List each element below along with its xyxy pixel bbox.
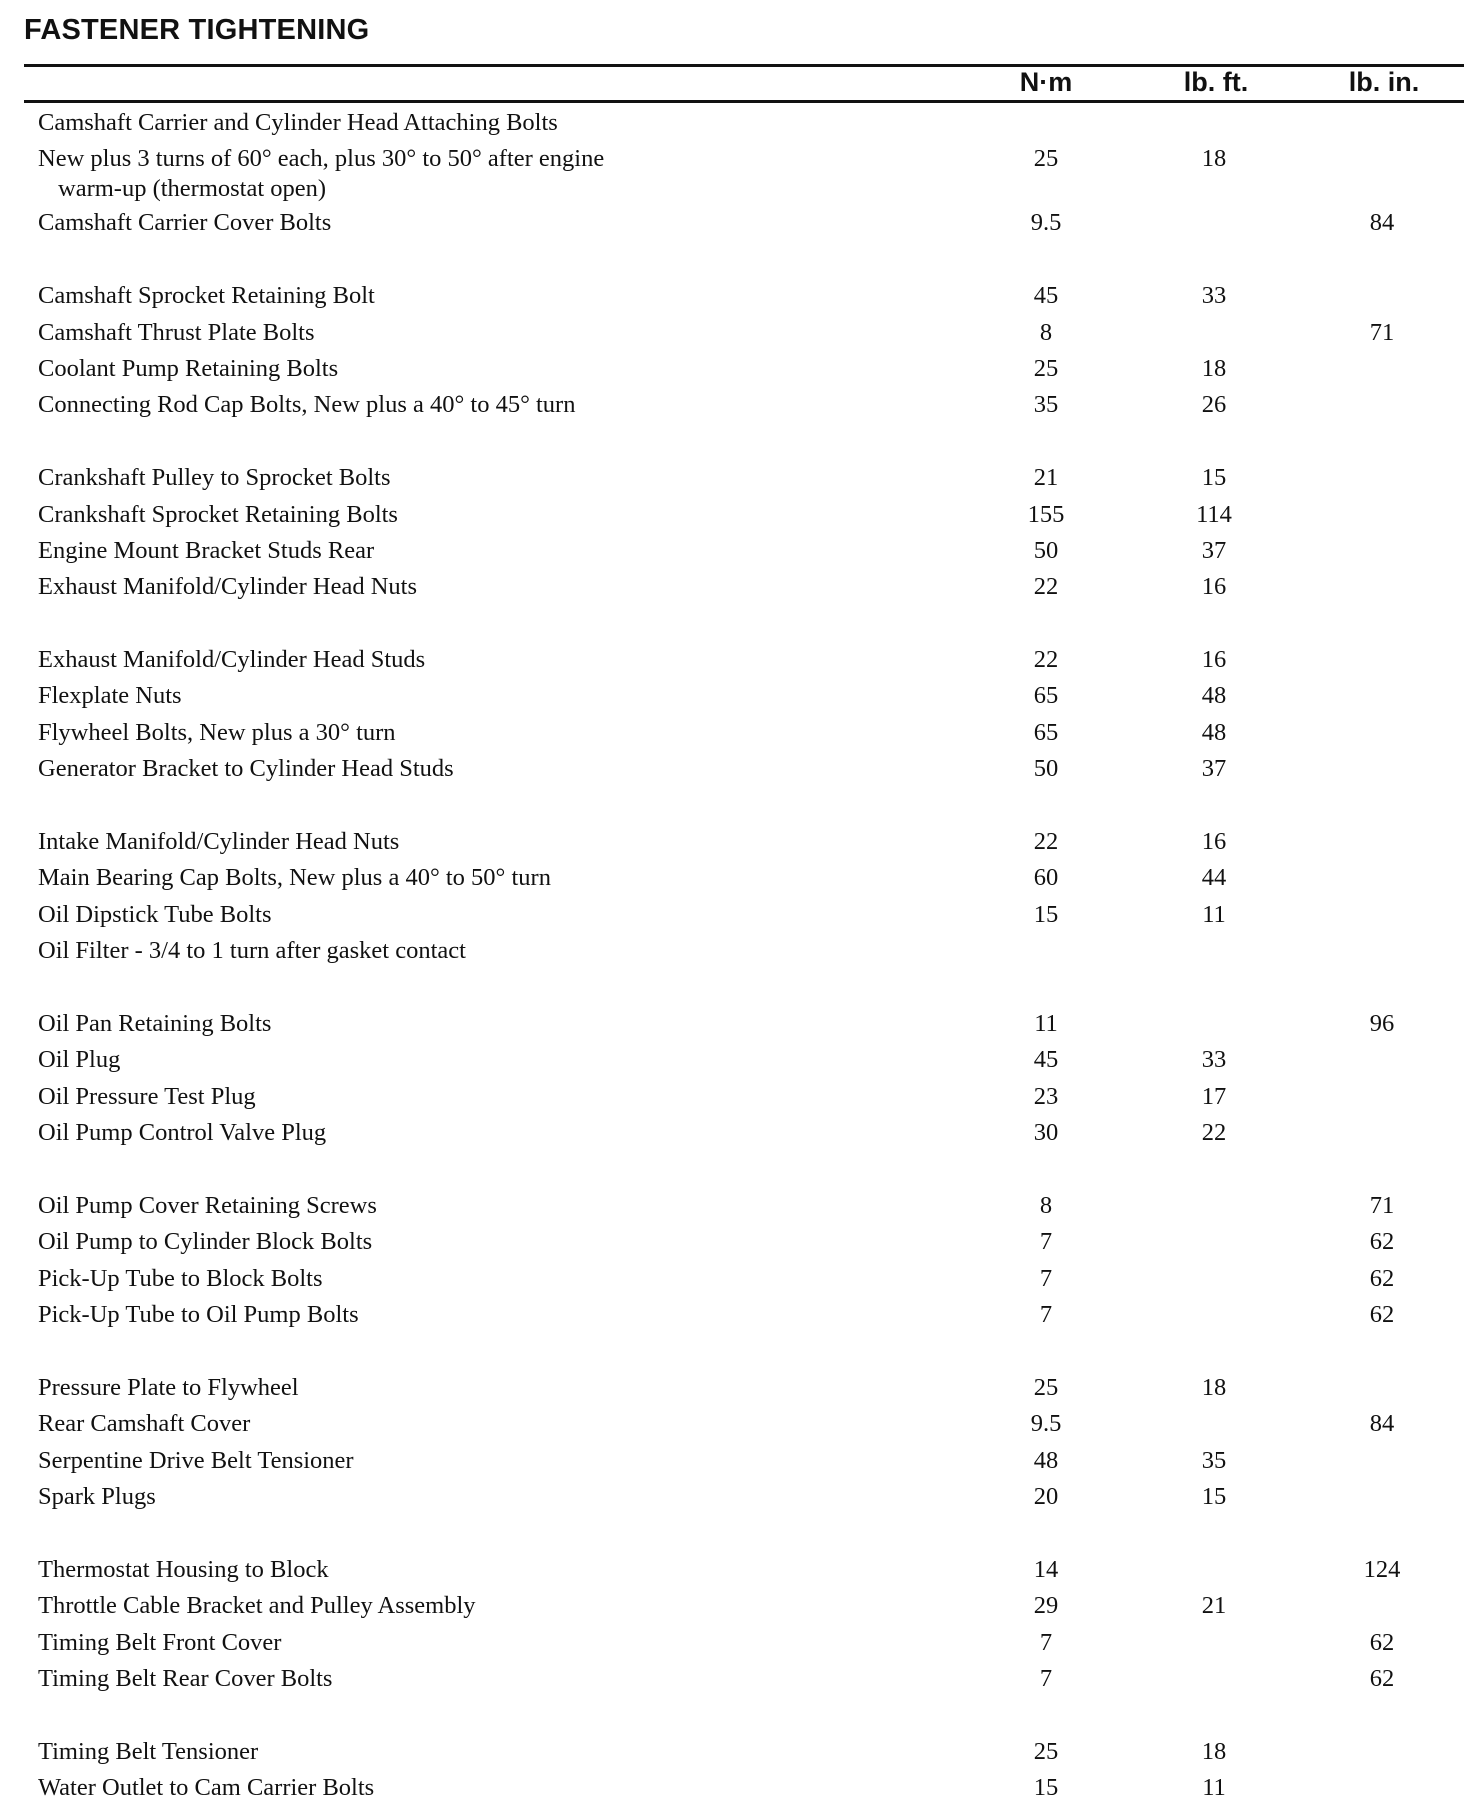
row-spacer [0, 243, 1472, 279]
fastener-description [38, 1628, 818, 1658]
table-row [0, 1189, 1472, 1225]
description-text: Oil Plug [38, 1046, 121, 1074]
description-text: Pressure Plate to Flywheel [38, 1373, 299, 1401]
value-nm: 25 [1033, 145, 1059, 173]
table-row [0, 1589, 1472, 1625]
value-lb-in: 124 [1363, 1555, 1401, 1583]
fastener-description [38, 863, 818, 893]
page-title: FASTENER TIGHTENING [24, 14, 370, 46]
description-text: Oil Pressure Test Plug [38, 1082, 256, 1110]
description-text: Connecting Rod Cap Bolts, New plus a 40° to 45° turn [38, 391, 576, 419]
description-text: Throttle Cable Bracket and Pulley Assembly [38, 1592, 476, 1620]
value-lb-ft: 48 [1201, 718, 1227, 746]
value-lb-ft: 16 [1201, 646, 1227, 674]
fastener-description [38, 827, 818, 857]
value-nm: 9.5 [1030, 1410, 1062, 1438]
table-row [0, 388, 1472, 424]
table-row [0, 1080, 1472, 1116]
table-row [0, 570, 1472, 606]
value-nm: 45 [1033, 1046, 1059, 1074]
description-text: Oil Pump Cover Retaining Screws [38, 1191, 377, 1219]
description-text: Flywheel Bolts, New plus a 30° turn [38, 718, 396, 746]
row-spacer [0, 971, 1472, 1007]
value-lb-in: 96 [1369, 1009, 1395, 1037]
value-lb-ft: 37 [1201, 536, 1227, 564]
value-nm: 22 [1033, 828, 1059, 856]
description-text: Oil Pump Control Valve Plug [38, 1119, 327, 1147]
value-lb-ft: 26 [1201, 391, 1227, 419]
value-lb-ft: 33 [1201, 282, 1227, 310]
value-lb-ft: 18 [1201, 145, 1227, 173]
fastener-description [38, 754, 818, 784]
fastener-description [38, 1191, 818, 1221]
description-text: New plus 3 turns of 60° each, plus 30° to 50° after engine [38, 145, 605, 173]
fastener-description [38, 536, 818, 566]
table-row [0, 1298, 1472, 1334]
value-lb-in: 62 [1369, 1665, 1395, 1693]
description-text: Engine Mount Bracket Studs Rear [38, 536, 375, 564]
value-nm: 20 [1033, 1483, 1059, 1511]
value-nm: 25 [1033, 1373, 1059, 1401]
value-nm: 30 [1033, 1119, 1059, 1147]
value-nm: 15 [1033, 1774, 1059, 1802]
fastener-description [38, 1737, 818, 1767]
table-row [0, 861, 1472, 897]
value-nm: 65 [1033, 718, 1059, 746]
row-spacer [0, 789, 1472, 825]
value-nm: 29 [1033, 1592, 1059, 1620]
fastener-description [38, 572, 818, 602]
value-nm: 7 [1039, 1628, 1053, 1656]
table-row [0, 1553, 1472, 1589]
description-text: Rear Camshaft Cover [38, 1410, 251, 1438]
row-spacer [0, 1516, 1472, 1552]
description-text: Water Outlet to Cam Carrier Bolts [38, 1774, 375, 1802]
description-text: Timing Belt Front Cover [38, 1628, 282, 1656]
description-text: Crankshaft Sprocket Retaining Bolts [38, 500, 398, 528]
description-text: Camshaft Carrier and Cylinder Head Attaching Bolts [38, 109, 558, 136]
fastener-description [38, 354, 818, 384]
description-text: Camshaft Sprocket Retaining Bolt [38, 282, 375, 310]
value-lb-ft: 11 [1202, 900, 1226, 928]
fastener-description [38, 681, 818, 711]
value-lb-ft: 16 [1201, 828, 1227, 856]
value-nm: 14 [1033, 1555, 1059, 1583]
table-row [0, 934, 1472, 970]
table-row [0, 1225, 1472, 1261]
table-row [0, 1480, 1472, 1516]
fastener-description [38, 1373, 818, 1403]
fastener-description [38, 645, 818, 675]
fastener-description [38, 1409, 818, 1439]
description-text: Camshaft Thrust Plate Bolts [38, 318, 315, 346]
table-row [0, 106, 1472, 142]
value-nm: 15 [1033, 900, 1059, 928]
value-nm: 65 [1033, 682, 1059, 710]
table-row [0, 1043, 1472, 1079]
fastener-description [38, 390, 818, 420]
value-lb-ft: 22 [1201, 1119, 1227, 1147]
description-text: Timing Belt Rear Cover Bolts [38, 1665, 333, 1693]
description-text: Exhaust Manifold/Cylinder Head Nuts [38, 573, 418, 601]
value-nm: 8 [1039, 318, 1053, 346]
table-row [0, 752, 1472, 788]
value-lb-in: 62 [1369, 1301, 1395, 1329]
table-row [0, 534, 1472, 570]
value-lb-ft: 17 [1201, 1082, 1227, 1110]
table-row [0, 142, 1472, 206]
table-row [0, 898, 1472, 934]
row-spacer [0, 425, 1472, 461]
fastener-description [38, 281, 818, 311]
table-row [0, 206, 1472, 242]
value-nm: 50 [1033, 536, 1059, 564]
value-lb-in: 84 [1369, 209, 1395, 237]
table-row [0, 352, 1472, 388]
description-text: Timing Belt Tensioner [38, 1737, 259, 1765]
fastener-description [38, 1664, 818, 1694]
description-text: Exhaust Manifold/Cylinder Head Studs [38, 646, 426, 674]
table-row [0, 679, 1472, 715]
header-lb-ft: lb. ft. [1183, 67, 1249, 97]
value-nm: 45 [1033, 282, 1059, 310]
table-row [0, 716, 1472, 752]
value-nm: 8 [1039, 1191, 1053, 1219]
description-text: Thermostat Housing to Block [38, 1555, 329, 1583]
value-nm: 7 [1039, 1228, 1053, 1256]
fastener-description [38, 1264, 818, 1294]
value-lb-ft: 15 [1201, 464, 1227, 492]
fastener-description [38, 900, 818, 930]
value-nm: 60 [1033, 864, 1059, 892]
value-nm: 50 [1033, 755, 1059, 783]
row-spacer [0, 1335, 1472, 1371]
value-lb-ft: 11 [1202, 1774, 1226, 1802]
value-nm: 11 [1034, 1009, 1058, 1037]
fastener-description [38, 108, 818, 138]
value-nm: 22 [1033, 573, 1059, 601]
value-nm: 48 [1033, 1446, 1059, 1474]
fastener-description [38, 1118, 818, 1148]
fastener-description [38, 1082, 818, 1112]
fastener-description [38, 1300, 818, 1330]
value-nm: 7 [1039, 1301, 1053, 1329]
fastener-description [38, 1482, 818, 1512]
value-lb-ft: 16 [1201, 573, 1227, 601]
table-row [0, 1444, 1472, 1480]
value-nm: 9.5 [1030, 209, 1062, 237]
table-row [0, 643, 1472, 679]
table-row [0, 1262, 1472, 1298]
value-nm: 7 [1039, 1264, 1053, 1292]
table-row [0, 461, 1472, 497]
description-text: Oil Dipstick Tube Bolts [38, 900, 272, 928]
description-text: Pick-Up Tube to Block Bolts [38, 1264, 323, 1292]
row-spacer [0, 1698, 1472, 1734]
row-spacer [0, 607, 1472, 643]
table-row [0, 1007, 1472, 1043]
value-lb-ft: 18 [1201, 1373, 1227, 1401]
description-text: Crankshaft Pulley to Sprocket Bolts [38, 464, 391, 492]
header-lb-in: lb. in. [1348, 67, 1420, 97]
value-nm: 23 [1033, 1082, 1059, 1110]
value-lb-in: 62 [1369, 1628, 1395, 1656]
description-text: Main Bearing Cap Bolts, New plus a 40° to 50° turn [38, 864, 551, 892]
value-lb-in: 84 [1369, 1410, 1395, 1438]
fastener-description [38, 1555, 818, 1585]
description-text: Flexplate Nuts [38, 682, 182, 710]
table-row [0, 316, 1472, 352]
fastener-description [38, 318, 818, 348]
fastener-description [38, 463, 818, 493]
fastener-description [38, 1045, 818, 1075]
fastener-description [38, 1591, 818, 1621]
table-row [0, 1662, 1472, 1698]
description-text: Intake Manifold/Cylinder Head Nuts [38, 828, 400, 856]
description-text: Camshaft Carrier Cover Bolts [38, 209, 332, 237]
description-text: Oil Pump to Cylinder Block Bolts [38, 1228, 373, 1256]
description-continuation: warm-up (thermostat open) [58, 175, 327, 203]
value-nm: 155 [1027, 500, 1065, 528]
value-lb-ft: 18 [1201, 354, 1227, 382]
fastener-description [38, 1773, 818, 1803]
fastener-description [38, 500, 818, 530]
value-lb-ft: 33 [1201, 1046, 1227, 1074]
value-lb-ft: 15 [1201, 1483, 1227, 1511]
fastener-description [38, 208, 818, 238]
value-lb-ft: 114 [1196, 500, 1232, 528]
description-text: Spark Plugs [38, 1483, 156, 1511]
value-nm: 25 [1033, 354, 1059, 382]
value-lb-ft: 21 [1201, 1592, 1227, 1620]
table-row [0, 279, 1472, 315]
table-row [0, 825, 1472, 861]
value-nm: 7 [1039, 1665, 1053, 1693]
table-row [0, 498, 1472, 534]
value-lb-in: 62 [1369, 1228, 1395, 1256]
value-lb-in: 71 [1369, 1191, 1395, 1219]
torque-table [0, 106, 1472, 1808]
table-row [0, 1771, 1472, 1807]
fastener-description [38, 144, 818, 204]
fastener-description [38, 718, 818, 748]
value-lb-in: 62 [1369, 1264, 1395, 1292]
description-text: Coolant Pump Retaining Bolts [38, 354, 339, 382]
value-nm: 21 [1033, 464, 1059, 492]
value-lb-ft: 18 [1201, 1737, 1227, 1765]
table-row [0, 1626, 1472, 1662]
table-row [0, 1735, 1472, 1771]
value-lb-ft: 35 [1201, 1446, 1227, 1474]
description-text: Pick-Up Tube to Oil Pump Bolts [38, 1301, 359, 1329]
description-text: Oil Pan Retaining Bolts [38, 1009, 272, 1037]
fastener-description [38, 1227, 818, 1257]
value-lb-ft: 44 [1201, 864, 1227, 892]
fastener-description [38, 936, 818, 966]
row-spacer [0, 1153, 1472, 1189]
table-row [0, 1371, 1472, 1407]
header-rule [24, 100, 1464, 103]
value-nm: 35 [1033, 391, 1059, 419]
fastener-description [38, 1009, 818, 1039]
value-lb-ft: 48 [1201, 682, 1227, 710]
value-lb-ft: 37 [1201, 755, 1227, 783]
value-nm: 22 [1033, 646, 1059, 674]
description-text: Oil Filter - 3/4 to 1 turn after gasket contact [38, 937, 466, 965]
description-text: Generator Bracket to Cylinder Head Studs [38, 755, 454, 783]
header-nm: N·m [1019, 67, 1073, 97]
table-row [0, 1407, 1472, 1443]
fastener-description [38, 1446, 818, 1476]
table-row [0, 1116, 1472, 1152]
description-text: Serpentine Drive Belt Tensioner [38, 1446, 354, 1474]
value-nm: 25 [1033, 1737, 1059, 1765]
value-lb-in: 71 [1369, 318, 1395, 346]
